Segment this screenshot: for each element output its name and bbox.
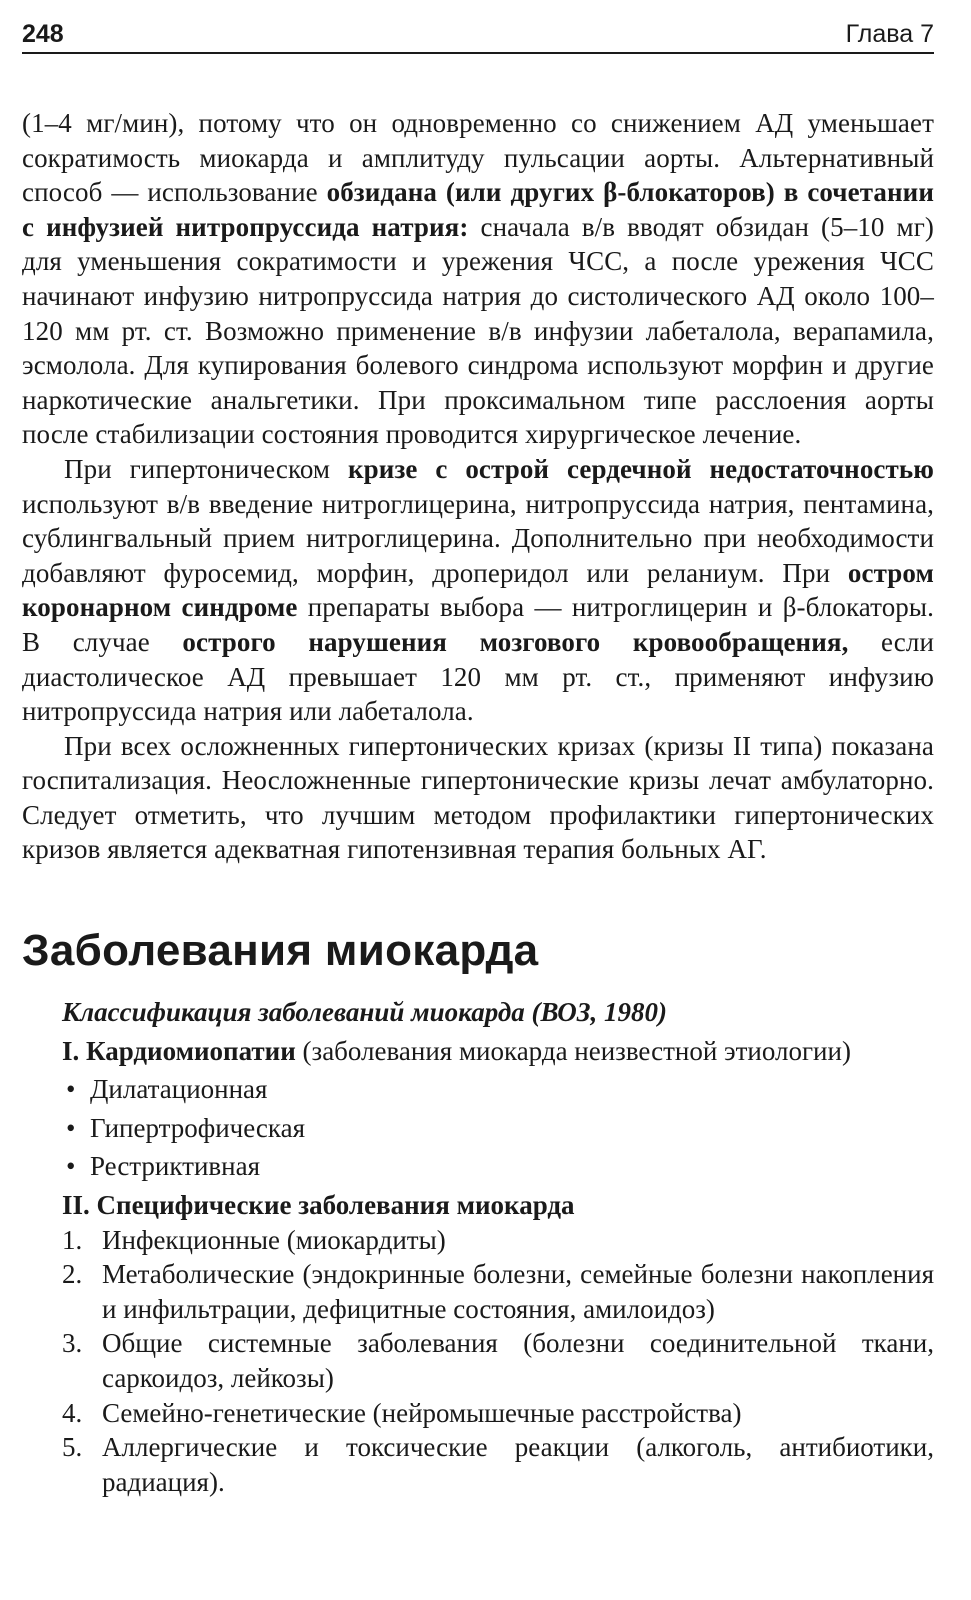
chapter-label: Глава 7 [845,20,934,48]
item-number: 2. [62,1259,83,1290]
group-1-note: (заболевания миокарда неизвестной этиологии) [295,1035,851,1066]
paragraph-1 [22,106,934,452]
section-heading: Заболевания миокарда [22,926,539,976]
paragraph-1-text-c: сначала в/в вводят обзидан (5–10 мг) для уменьшения сократимости и урежения ЧСС, а после урежения ЧСС начинают инфузию нитропруссида натрия до систолического АД около 100–120 мм рт. ст. Возможно применение в/в инфузии лабеталола, верапамила, эсмолола. Для купирования болевого синдрома используют морфин и другие наркотические анальгетики. При проксимальном типе расслоения аорты после стабилизации состояния проводится хирургическое лечение. [22,211,934,450]
paragraph-2-text-g: если диастолическое АД превышает 120 мм рт. ст., применяют инфузию нитропруссида натрия или лабеталола. [22,626,934,727]
list-item: 2. Метаболические (эндокринные болезни, семейные болезни накопления и инфильтрации, дефицитные состояния, амилоидоз) [62,1259,934,1324]
paragraph-2-bold-term-3: острого нарушения мозгового кровообращения, [182,626,849,657]
paragraph-2-bold-term-1: кризе с острой сердечной недостаточностью [348,453,934,484]
paragraph-2-text-e: препараты выбора — нитроглицерин и β-блокаторы. В случае [22,592,934,657]
item-number: 5. [62,1432,83,1463]
paragraph-2-bold-term-2: остром коронарном синдроме [22,557,934,623]
page-number: 248 [22,20,64,48]
bullet-icon: • [66,1074,76,1105]
bullet-icon: • [66,1112,76,1143]
book-page [22,18,934,1499]
group-1-title-bold: I. Кардиомиопатии [62,1035,296,1066]
item-number: 3. [62,1328,83,1359]
list-item: • Дилатационная [62,1072,934,1107]
body-text [22,106,934,867]
list-item: 1. Инфекционные (миокардиты) [62,1223,934,1258]
group-2-title: II. Специфические заболевания миокарда [62,1190,575,1221]
paragraph-2-text-c: используют в/в введение нитроглицерина, нитропруссида натрия, пентамина, сублингвальный прием нитроглицерина. Дополнительно при необходимости добавляют фуросемид, морфин, дроперидол или реланиум. При [22,488,934,588]
group-1-title [62,1034,934,1069]
paragraph-1-text-a: (1–4 мг/мин), потому что он одновременно со снижением АД уменьшает сократимость миокарда и амплитуду пульсации аорты. Альтернативный способ — использование [22,108,934,208]
list-item: • Гипертрофическая [62,1111,934,1146]
list-item: • Рестриктивная [62,1149,934,1184]
paragraph-3: При всех осложненных гипертонических кризах (кризы II типа) показана госпитализация. Неосложненные гипертонические кризы лечат амбулаторно. Следует отметить, что лучшим методом профилактики гипертонических кризов является адекватная гипотензивная терапия больных АГ. [22,730,934,865]
running-head [22,18,934,54]
cardiomyopathy-list [62,1072,934,1184]
bullet-icon: • [66,1151,76,1182]
specific-diseases-list [62,1223,934,1500]
paragraph-2-text-a: При гипертоническом [64,453,349,484]
paragraph-1-bold-term: обзидана (или других β-блокаторов) в сочетании с инфузией нитропруссида натрия: [22,177,934,242]
list-item: 5. Аллергические и токсические реакции (алкоголь, антибиотики, радиация). [62,1432,934,1497]
classification-block [62,995,934,1499]
item-number: 1. [62,1224,83,1255]
classification-title: Классификация заболеваний миокарда (ВОЗ, 1980) [62,997,667,1028]
list-item: 4. Семейно-генетические (нейромышечные расстройства) [62,1396,934,1431]
list-item: 3. Общие системные заболевания (болезни соединительной ткани, саркоидоз, лейкозы) [62,1328,934,1393]
item-number: 4. [62,1397,83,1428]
paragraph-2 [22,452,934,729]
